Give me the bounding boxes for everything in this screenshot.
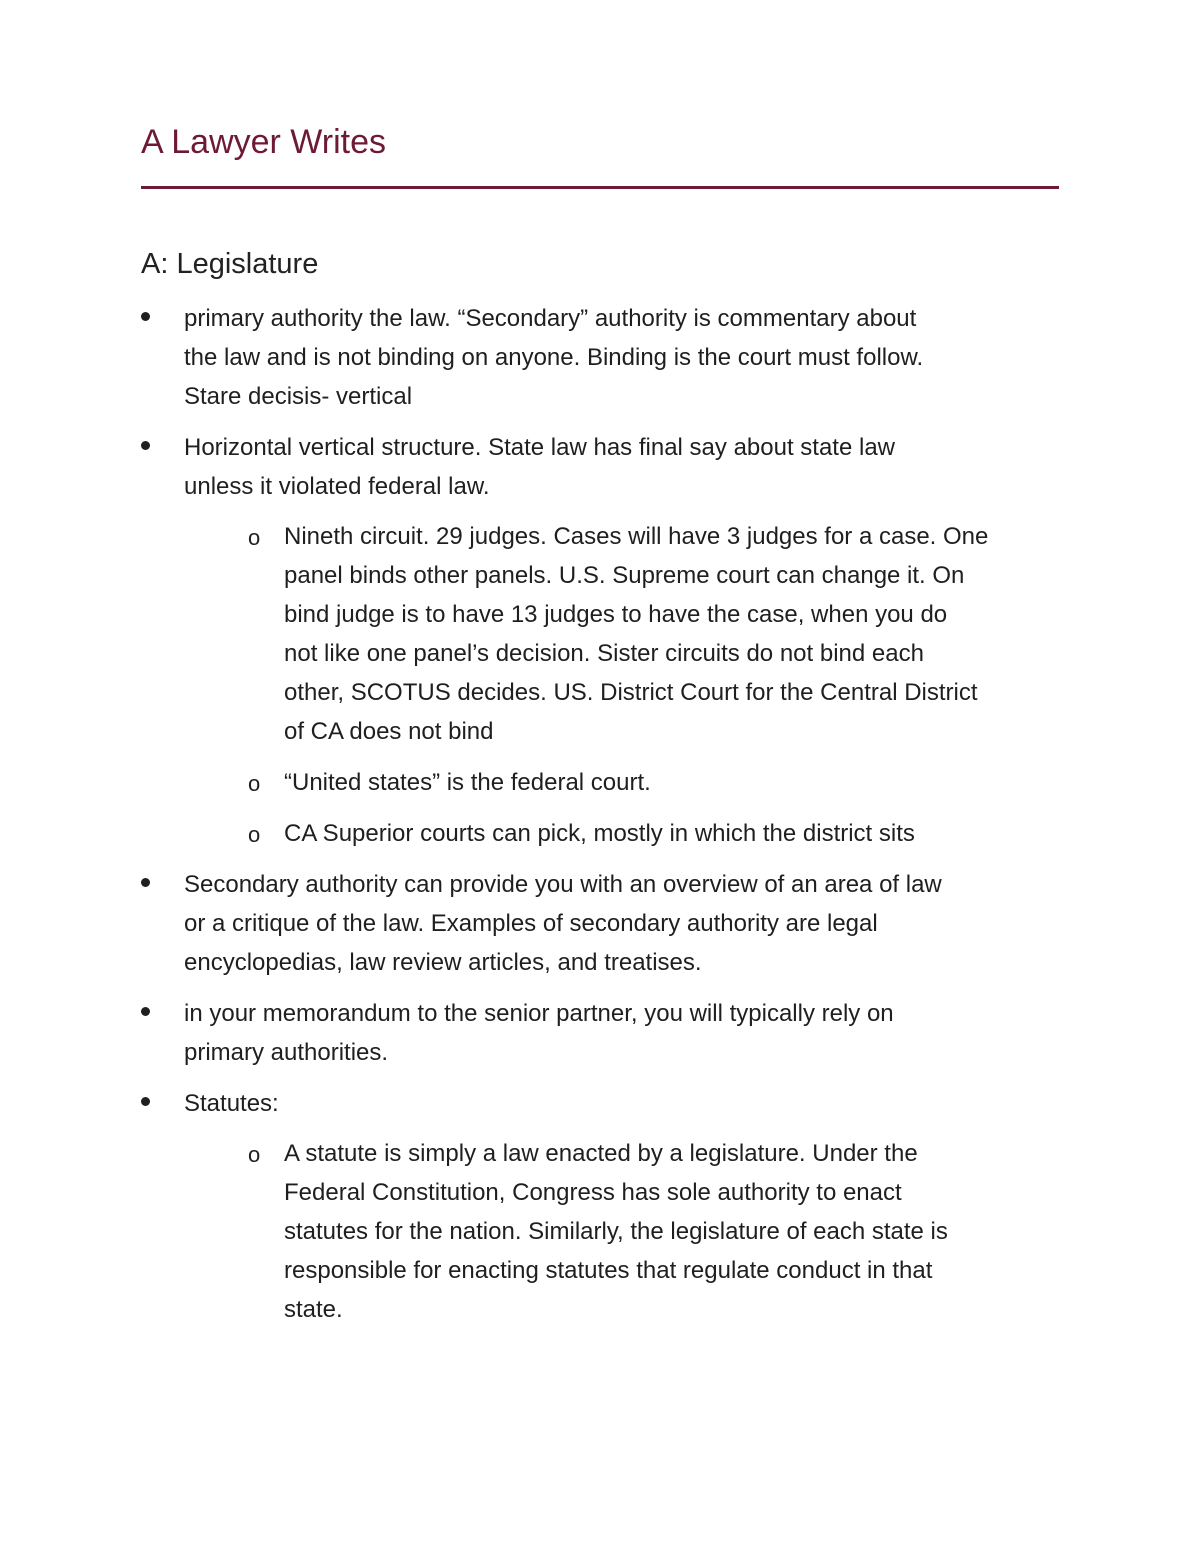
sub-bullet-list [241,1134,1061,1329]
sub-bullet-circle-icon: o [248,822,261,847]
list-item [141,865,1061,982]
title-underline-rule [141,186,1059,189]
list-item [141,994,1061,1072]
list-item-text: primary authority the law. “Secondary” authority is commentary about the law and is not binding on anyone. Binding is the court must follow. Stare decisis- vertical [184,305,924,410]
bullet-dot-icon [141,878,150,887]
list-item [141,428,1061,853]
list-item-text: Horizontal vertical structure. State law has final say about state law unless it violated federal law. [184,434,895,500]
sub-list-item [241,763,1061,802]
list-item-text: Secondary authority can provide you with an overview of an area of law or a critique of the law. Examples of secondary authority are legal encyclopedias, law review articles, and treatises. [184,871,942,976]
sub-list-item [241,814,1061,853]
list-item [141,299,1061,416]
sub-list-item-text: “United states” is the federal court. [284,769,651,796]
sub-bullet-circle-icon: o [248,771,261,796]
sub-bullet-list [241,517,1061,853]
sub-list-item-text: A statute is simply a law enacted by a legislature. Under the Federal Constitution, Congress has sole authority to enact statutes for the nation. Similarly, the legislature of each state is responsible for enacting statutes that regulate conduct in that state. [284,1140,948,1323]
list-item-text: in your memorandum to the senior partner, you will typically rely on primary authorities. [184,1000,894,1066]
document-title: A Lawyer Writes [141,123,387,161]
bullet-dot-icon [141,1097,150,1106]
section-heading: A: Legislature [141,248,319,280]
sub-list-item [241,1134,1061,1329]
bullet-dot-icon [141,1007,150,1016]
bullet-dot-icon [141,312,150,321]
bullet-dot-icon [141,441,150,450]
sub-bullet-circle-icon: o [248,1142,261,1167]
sub-list-item-text: CA Superior courts can pick, mostly in which the district sits [284,820,915,847]
list-item [141,1084,1061,1329]
bullet-list [141,299,1061,1329]
sub-bullet-circle-icon: o [248,525,261,550]
sub-list-item [241,517,1061,751]
document-body [141,299,1061,1341]
list-item-text: Statutes: [184,1090,279,1117]
sub-list-item-text: Nineth circuit. 29 judges. Cases will have 3 judges for a case. One panel binds other panels. U.S. Supreme court can change it. On bind judge is to have 13 judges to have the case, when you do not like one panel’s decision. Sister circuits do not bind each other, SCOTUS decides. US. District Court for the Central District of CA does not bind [284,523,989,745]
